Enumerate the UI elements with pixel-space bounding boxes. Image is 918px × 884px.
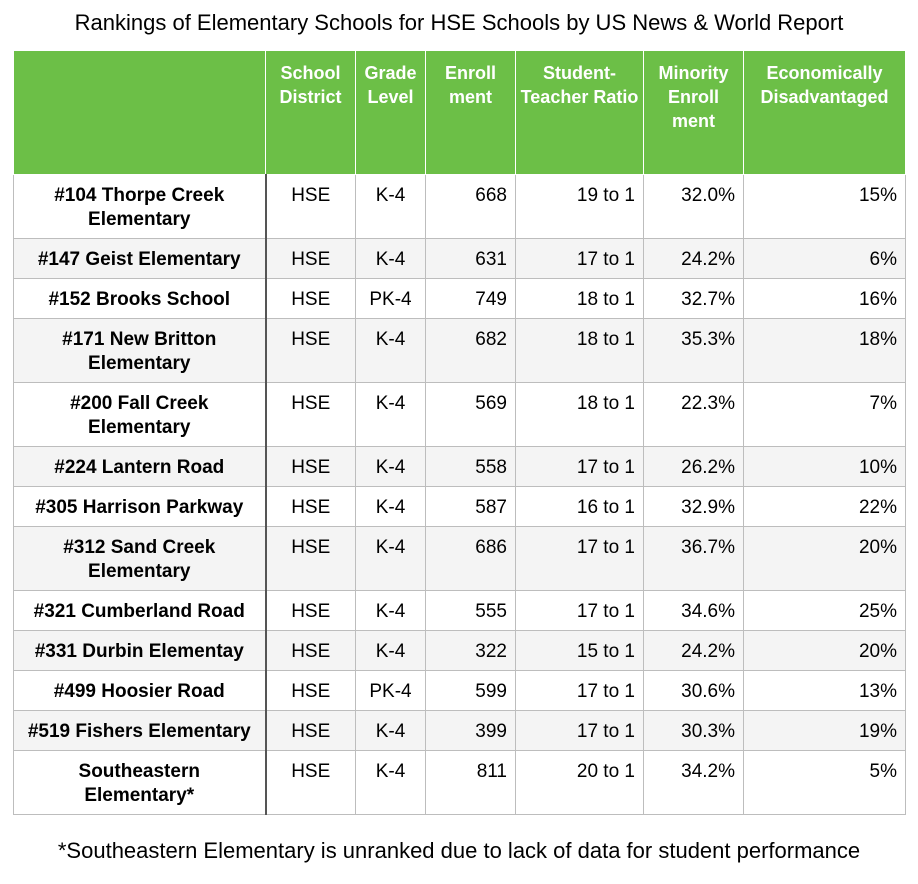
school-cell: #152 Brooks School — [14, 279, 266, 319]
school-cell: #224 Lantern Road — [14, 447, 266, 487]
minority-cell: 34.6% — [644, 591, 744, 631]
ratio-cell: 17 to 1 — [516, 711, 644, 751]
ratio-cell: 17 to 1 — [516, 447, 644, 487]
table-row — [14, 631, 906, 671]
minority-cell: 32.0% — [644, 175, 744, 239]
header-row — [14, 51, 906, 175]
grade-cell: K-4 — [356, 487, 426, 527]
econ-cell: 18% — [744, 319, 906, 383]
school-cell: #312 Sand Creek Elementary — [14, 527, 266, 591]
econ-cell: 10% — [744, 447, 906, 487]
enrollment-cell: 569 — [426, 383, 516, 447]
ratio-cell: 17 to 1 — [516, 591, 644, 631]
header-ratio: Student-Teacher Ratio — [516, 51, 644, 175]
table-row — [14, 175, 906, 239]
enrollment-cell: 399 — [426, 711, 516, 751]
enrollment-cell: 668 — [426, 175, 516, 239]
district-cell: HSE — [266, 671, 356, 711]
district-cell: HSE — [266, 631, 356, 671]
table-row — [14, 711, 906, 751]
table-row — [14, 527, 906, 591]
table-row — [14, 239, 906, 279]
ratio-cell: 18 to 1 — [516, 319, 644, 383]
district-cell: HSE — [266, 383, 356, 447]
minority-cell: 36.7% — [644, 527, 744, 591]
school-cell: #104 Thorpe Creek Elementary — [14, 175, 266, 239]
econ-cell: 19% — [744, 711, 906, 751]
minority-cell: 24.2% — [644, 239, 744, 279]
district-cell: HSE — [266, 527, 356, 591]
ratio-cell: 17 to 1 — [516, 239, 644, 279]
district-cell: HSE — [266, 175, 356, 239]
district-cell: HSE — [266, 751, 356, 815]
header-district: School District — [266, 51, 356, 175]
table-row — [14, 671, 906, 711]
grade-cell: K-4 — [356, 447, 426, 487]
page-title: Rankings of Elementary Schools for HSE Schools by US News & World Report — [74, 10, 844, 35]
enrollment-cell: 558 — [426, 447, 516, 487]
enrollment-cell: 631 — [426, 239, 516, 279]
enrollment-cell: 682 — [426, 319, 516, 383]
table-row — [14, 319, 906, 383]
econ-cell: 13% — [744, 671, 906, 711]
district-cell: HSE — [266, 487, 356, 527]
school-cell: #305 Harrison Parkway — [14, 487, 266, 527]
grade-cell: PK-4 — [356, 671, 426, 711]
grade-cell: K-4 — [356, 591, 426, 631]
header-school — [14, 51, 266, 175]
econ-cell: 15% — [744, 175, 906, 239]
grade-cell: K-4 — [356, 383, 426, 447]
ratio-cell: 17 to 1 — [516, 527, 644, 591]
ratio-cell: 18 to 1 — [516, 383, 644, 447]
table-body — [14, 175, 906, 815]
header-enrollment: Enroll ment — [426, 51, 516, 175]
econ-cell: 16% — [744, 279, 906, 319]
ratio-cell: 17 to 1 — [516, 671, 644, 711]
minority-cell: 22.3% — [644, 383, 744, 447]
table-row — [14, 591, 906, 631]
ratio-cell: 18 to 1 — [516, 279, 644, 319]
school-cell: #331 Durbin Elementay — [14, 631, 266, 671]
enrollment-cell: 749 — [426, 279, 516, 319]
grade-cell: K-4 — [356, 527, 426, 591]
district-cell: HSE — [266, 239, 356, 279]
rankings-table — [13, 50, 906, 815]
district-cell: HSE — [266, 591, 356, 631]
minority-cell: 32.9% — [644, 487, 744, 527]
school-cell: #321 Cumberland Road — [14, 591, 266, 631]
econ-cell: 6% — [744, 239, 906, 279]
ratio-cell: 19 to 1 — [516, 175, 644, 239]
grade-cell: K-4 — [356, 239, 426, 279]
footnote: *Southeastern Elementary is unranked due to lack of data for student performance — [57, 838, 861, 863]
table-row — [14, 447, 906, 487]
school-cell: #499 Hoosier Road — [14, 671, 266, 711]
grade-cell: K-4 — [356, 175, 426, 239]
table-row — [14, 383, 906, 447]
econ-cell: 20% — [744, 527, 906, 591]
enrollment-cell: 587 — [426, 487, 516, 527]
econ-cell: 5% — [744, 751, 906, 815]
enrollment-cell: 555 — [426, 591, 516, 631]
ratio-cell: 16 to 1 — [516, 487, 644, 527]
minority-cell: 24.2% — [644, 631, 744, 671]
ratio-cell: 20 to 1 — [516, 751, 644, 815]
school-cell: #147 Geist Elementary — [14, 239, 266, 279]
econ-cell: 22% — [744, 487, 906, 527]
enrollment-cell: 599 — [426, 671, 516, 711]
grade-cell: K-4 — [356, 319, 426, 383]
grade-cell: K-4 — [356, 711, 426, 751]
grade-cell: PK-4 — [356, 279, 426, 319]
school-cell: #200 Fall Creek Elementary — [14, 383, 266, 447]
minority-cell: 30.6% — [644, 671, 744, 711]
econ-cell: 7% — [744, 383, 906, 447]
enrollment-cell: 811 — [426, 751, 516, 815]
minority-cell: 26.2% — [644, 447, 744, 487]
header-econ: Economically Disadvantaged — [744, 51, 906, 175]
minority-cell: 35.3% — [644, 319, 744, 383]
grade-cell: K-4 — [356, 751, 426, 815]
econ-cell: 20% — [744, 631, 906, 671]
district-cell: HSE — [266, 447, 356, 487]
econ-cell: 25% — [744, 591, 906, 631]
minority-cell: 32.7% — [644, 279, 744, 319]
district-cell: HSE — [266, 711, 356, 751]
ratio-cell: 15 to 1 — [516, 631, 644, 671]
table-row — [14, 279, 906, 319]
header-minority: Minority Enroll ment — [644, 51, 744, 175]
school-cell: #171 New Britton Elementary — [14, 319, 266, 383]
school-cell: Southeastern Elementary* — [14, 751, 266, 815]
minority-cell: 30.3% — [644, 711, 744, 751]
district-cell: HSE — [266, 319, 356, 383]
table-row — [14, 751, 906, 815]
minority-cell: 34.2% — [644, 751, 744, 815]
enrollment-cell: 686 — [426, 527, 516, 591]
enrollment-cell: 322 — [426, 631, 516, 671]
grade-cell: K-4 — [356, 631, 426, 671]
header-grade: Grade Level — [356, 51, 426, 175]
district-cell: HSE — [266, 279, 356, 319]
school-cell: #519 Fishers Elementary — [14, 711, 266, 751]
table-row — [14, 487, 906, 527]
